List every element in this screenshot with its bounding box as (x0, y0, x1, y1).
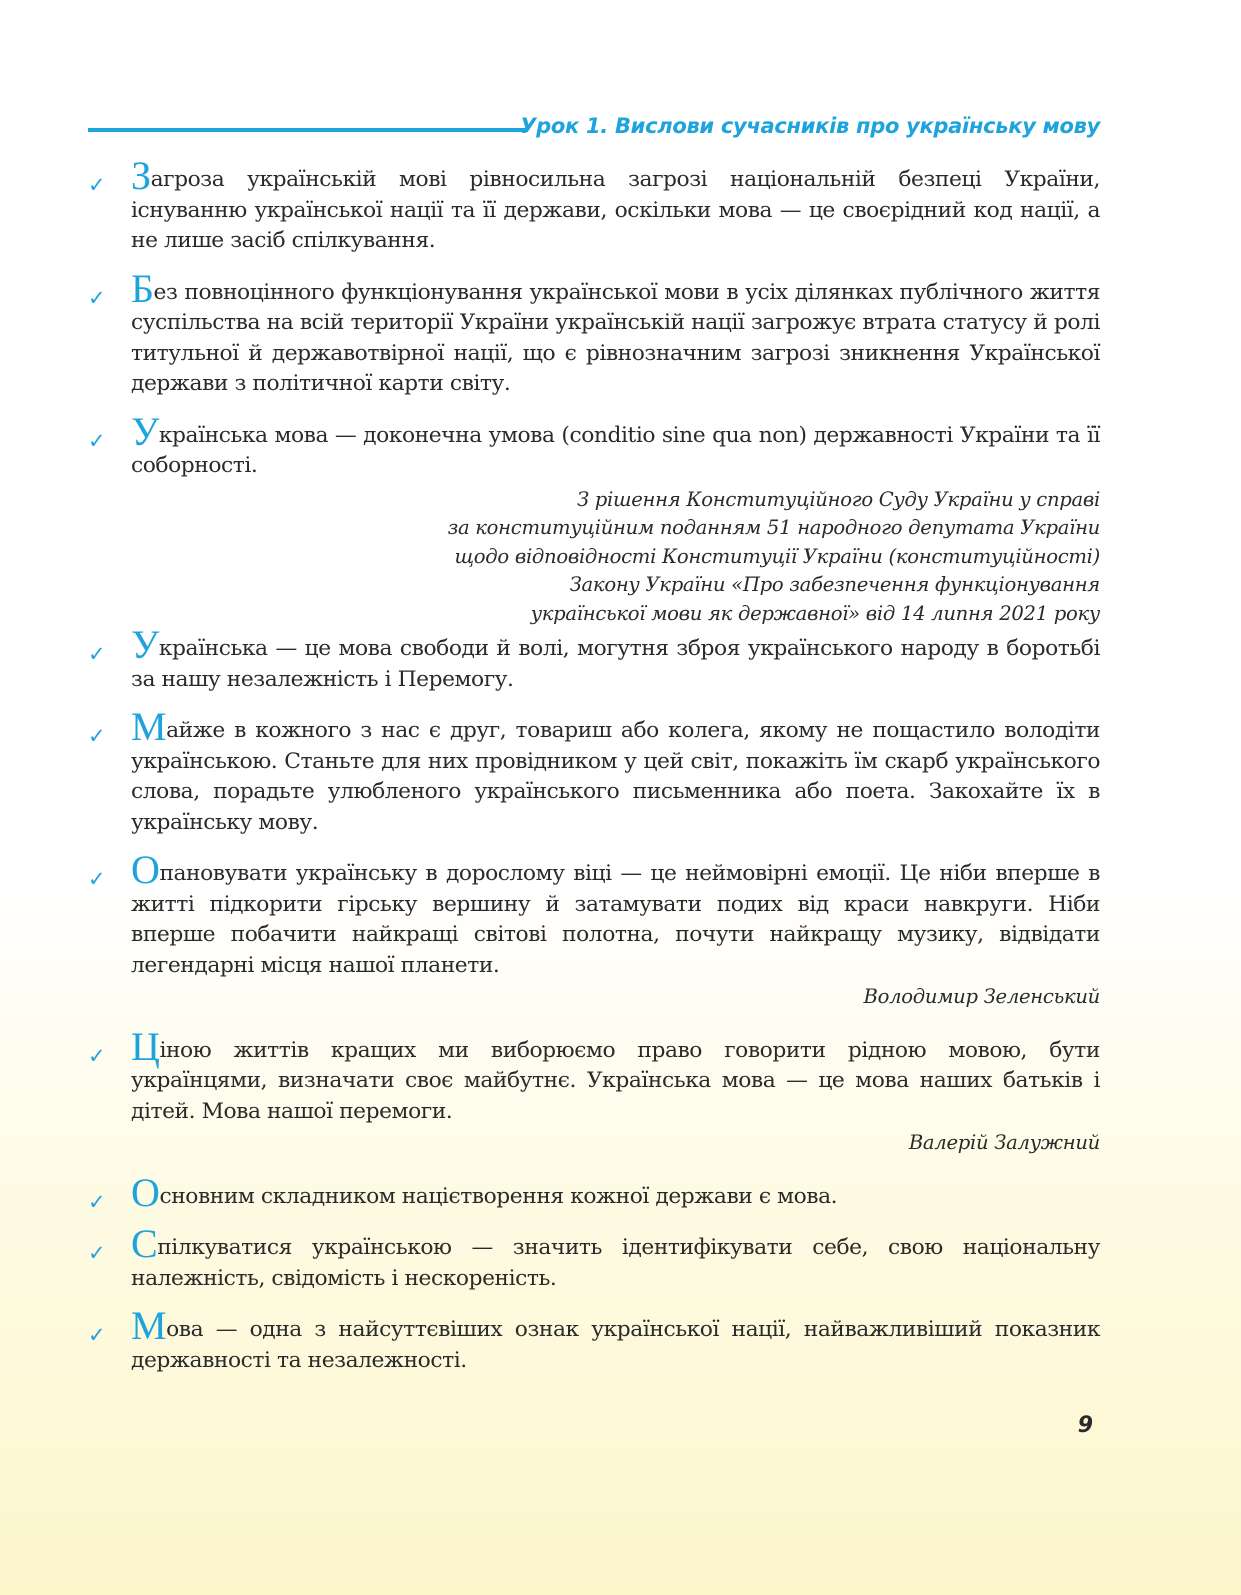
author-zelensky: Володимир Зеленський (863, 985, 1100, 1008)
quote-text: пілкуватися українською — значить ідентифікувати себе, свою національну належність, свідомість і нескореність. (131, 1235, 1100, 1291)
quote-item (88, 847, 1100, 981)
drop-cap: М (131, 1303, 167, 1348)
drop-cap: М (131, 704, 167, 749)
quote-text: іною життів кращих ми виборюємо право говорити рідною мовою, бути українцями, визначати своє майбутнє. Українська мова — це мова наших батьків і дітей. Мова нашої перемоги. (131, 1037, 1100, 1124)
quote-item (88, 1303, 1100, 1376)
quote-text: сновним складником націєтворення кожної держави є мова. (159, 1183, 838, 1209)
check-icon: ✓ (88, 642, 106, 666)
check-icon: ✓ (88, 173, 106, 197)
drop-cap: О (131, 847, 160, 892)
quote-text: айже в кожного з нас є друг, товариш або колега, якому не пощастило володіти українською. Станьте для них провідником у цей світ, покажіть їм скарб українського слова, порадьте улюбленого українського письменника або поета. Закохайте їх в українську мову. (131, 718, 1100, 835)
quote-text: країнська мова — доконечна умова (conditio sine qua non) державності України та її соборності. (131, 422, 1100, 478)
quotes-list (88, 153, 1100, 1397)
quote-item (88, 704, 1100, 838)
court-source (88, 486, 1100, 629)
check-icon: ✓ (88, 1189, 106, 1214)
drop-cap: Б (131, 265, 154, 311)
source-line: Закону України «Про забезпечення функціонування (569, 573, 1100, 596)
quote-text: країнська — це мова свободи й волі, могутня зброя українського народу в боротьбі за нашу незалежність і Перемогу. (131, 636, 1100, 692)
drop-cap: С (131, 1221, 158, 1266)
quote-item (88, 622, 1100, 695)
check-icon: ✓ (88, 1043, 106, 1068)
drop-cap: У (131, 408, 159, 454)
lesson-header (88, 112, 1100, 146)
source-line: щодо відповідності Конституції України (конституційності) (454, 544, 1100, 568)
drop-cap: У (131, 622, 159, 667)
quote-item (88, 265, 1100, 400)
check-icon: ✓ (88, 1323, 106, 1347)
quote-text: ова — одна з найсуттєвіших ознак української нації, найважливіший показник державності та незалежності. (131, 1317, 1100, 1373)
quote-item (88, 408, 1100, 482)
quote-item (88, 1169, 1100, 1215)
quote-text: агроза українській мові рівносильна загрозі національній безпеці України, існуванню української нації та її держави, оскільки мова — це своєрідний код нації, а не лише засіб спілкування. (131, 167, 1100, 253)
drop-cap: Ц (131, 1023, 160, 1069)
check-icon: ✓ (88, 1241, 106, 1265)
quote-item (88, 1221, 1100, 1294)
check-icon: ✓ (88, 867, 106, 891)
quote-text: ез повноцінного функціонування української мови в усіх ділянках публічного життя суспільства на всій території України українській нації загрожує втрата статусу й ролі титульної й державотвірної нації, що є рівнозначним загрозі зникнення Української держави з політичної карти світу. (131, 279, 1100, 396)
header-rule (88, 128, 528, 132)
quote-item (88, 153, 1100, 257)
drop-cap: О (131, 1169, 160, 1215)
source-line: З рішення Конституційного Суду України у справі (576, 487, 1100, 511)
check-icon: ✓ (88, 285, 106, 310)
quote-item (88, 1023, 1100, 1128)
check-icon: ✓ (88, 724, 106, 748)
page-number: 9 (1077, 1413, 1093, 1438)
drop-cap: З (131, 153, 151, 198)
author-zaluzhny: Валерій Залужний (908, 1131, 1100, 1154)
source-line: за конституційним поданням 51 народного депутата України (447, 516, 1100, 539)
quote-text: пановувати українську в дорослому віці — це неймовірні емоції. Це ніби вперше в житті підкорити гірську вершину й затамувати подих від краси навкруги. Ніби вперше побачити найкращі світові полотна, почути найкращу музику, відвідати легендарні місця нашої планети. (131, 861, 1100, 978)
check-icon: ✓ (88, 428, 106, 453)
source-line: української мови як державної» від 14 липня 2021 року (530, 601, 1100, 625)
lesson-title: Урок 1. Вислови сучасників про українську мову (520, 114, 1100, 138)
